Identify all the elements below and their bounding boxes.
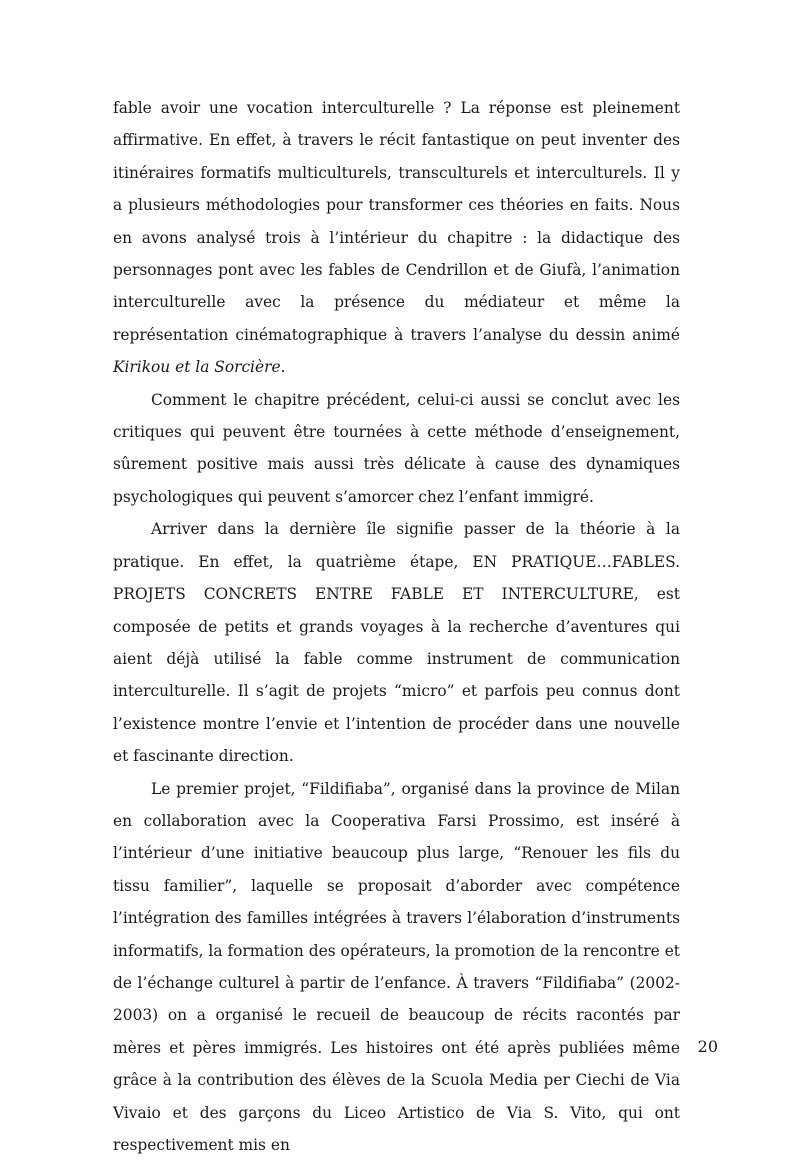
paragraph-1-end: . bbox=[280, 358, 286, 377]
film-title-italic: Kirikou et la Sorcière bbox=[113, 358, 281, 377]
paragraph-1 bbox=[113, 92, 680, 384]
body-text bbox=[113, 92, 680, 1161]
page-number: 20 bbox=[697, 1037, 718, 1056]
paragraph-3: Arriver dans la dernière île signifie passer de la théorie à la pratique. En effet, la quatrième étape, EN PRATIQUE…FABLES. PROJETS CONCRETS ENTRE FABLE ET INTERCULTURE, est composée de petits et grands voyages à la recherche d’aventures qui aient déjà utilisé la fable comme instrument de communication interculturelle. Il s’agit de projets “micro” et parfois peu connus dont l’existence montre l’envie et l’intention de procéder dans une nouvelle et fascinante direction. bbox=[113, 520, 680, 766]
paragraph-4: Le premier projet, “Fildifiaba”, organisé dans la province de Milan en collaboration avec la Cooperativa Farsi Prossimo, est inséré à l’intérieur d’une initiative beaucoup plus large, “Renouer les fils du tissu familier”, laquelle se proposait d’aborder avec compétence l’intégration des familles intégrées à travers l’élaboration d’instruments informatifs, la formation des opérateurs, la promotion de la rencontre et de l’échange culturel à partir de l’enfance. À travers “Fildifiaba” (2002-2003) on a organisé le recueil de beaucoup de récits racontés par mères et pères immigrés. Les histoires ont été après publiées même grâce à la contribution des élèves de la Scuola Media per Ciechi de Via Vivaio et des garçons du Liceo Artistico de Via S. Vito, qui ont respectivement mis en bbox=[113, 779, 680, 1154]
paragraph-2: Comment le chapitre précédent, celui-ci aussi se conclut avec les critiques qui peuvent être tournées à cette méthode d’enseignement, sûrement positive mais aussi très délicate à cause des dynamiques psychologiques qui peuvent s’amorcer chez l’enfant immigré. bbox=[113, 390, 680, 506]
paragraph-1-text: fable avoir une vocation interculturelle ? La réponse est pleinement affirmative. En effet, à travers le récit fantastique on peut inventer des itinéraires formatifs multiculturels, transculturels et interculturels. Il y a plusieurs méthodologies pour transformer ces théories en faits. Nous en avons analysé trois à l’intérieur du chapitre : la didactique des personnages pont avec les fables de Cendrillon et de Giufà, l’animation interculturelle avec la présence du médiateur et même la représentation cinématographique à travers l’analyse du dessin animé bbox=[113, 99, 680, 344]
